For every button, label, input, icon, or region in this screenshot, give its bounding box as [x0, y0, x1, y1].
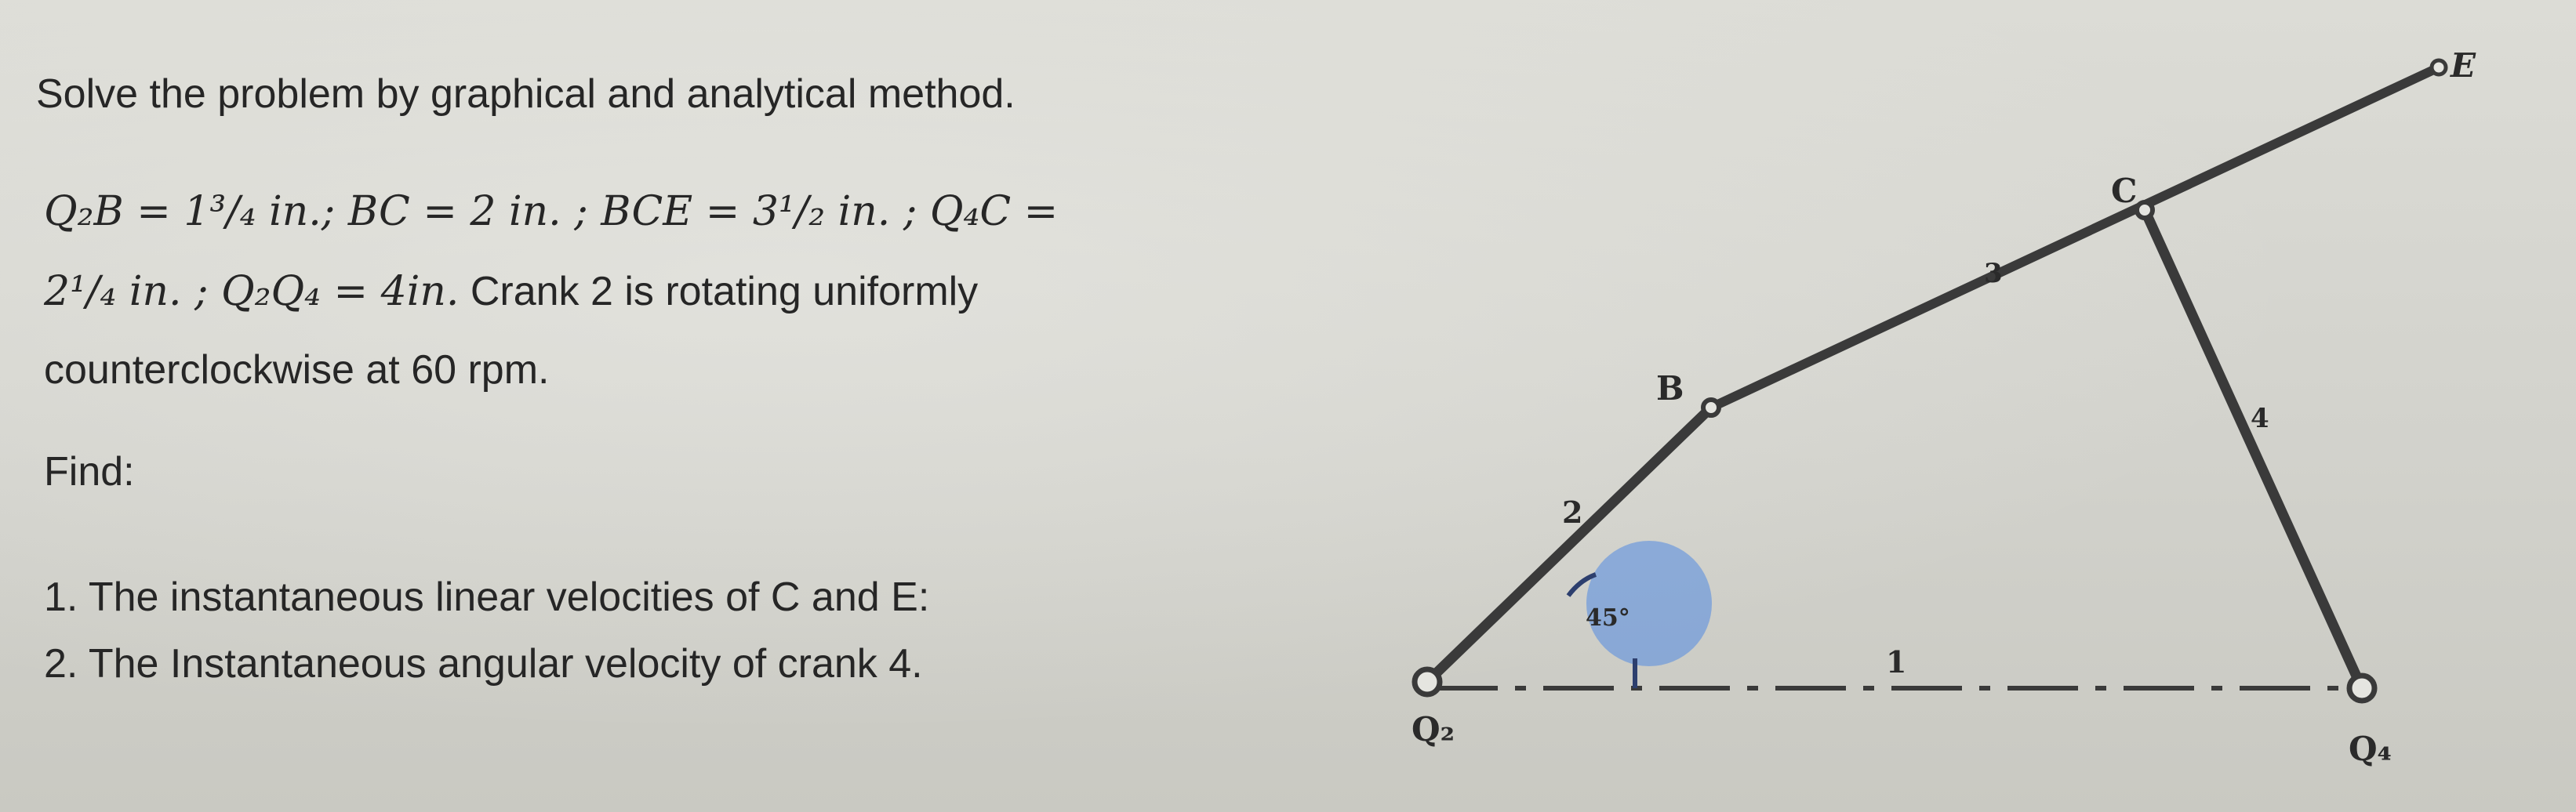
given-line-3: counterclockwise at 60 rpm.	[44, 347, 550, 393]
find-item-1: 1. The instantaneous linear velocities of C and E:	[44, 575, 930, 620]
given-line-2	[44, 266, 978, 317]
joint-q2	[1415, 669, 1440, 694]
given-line-2-text: Crank 2 is rotating uniformly	[459, 269, 979, 314]
link-4-rocker	[2145, 210, 2362, 688]
label-q2: Q₂	[1412, 710, 1455, 749]
label-angle: 45°	[1586, 604, 1630, 632]
label-b: B	[1656, 369, 1684, 408]
label-link-4: 4	[2251, 403, 2269, 434]
mechanism-svg	[1333, 31, 2556, 807]
find-item-2: 2. The Instantaneous angular velocity of crank 4.	[44, 641, 923, 687]
joint-q4	[2349, 676, 2374, 701]
given-line-1: Q₂B = 1³/₄ in.; BC = 2 in. ; BCE = 3¹/₂ in. ; Q₄C =	[44, 188, 1059, 235]
given-line-2-math: 2¹/₄ in. ; Q₂Q₄ = 4in.	[44, 268, 460, 315]
label-e: E	[2451, 46, 2476, 85]
find-label: Find:	[44, 449, 135, 495]
label-q4: Q₄	[2349, 730, 2392, 768]
mechanism-diagram	[1333, 31, 2556, 807]
label-c: C	[2111, 172, 2138, 210]
joint-e	[2432, 60, 2446, 74]
label-link-2: 2	[1562, 495, 1583, 530]
joint-b	[1703, 400, 1719, 415]
label-link-3: 3	[1984, 258, 2003, 289]
joint-c	[2137, 202, 2153, 218]
angle-highlight-circle	[1586, 541, 1712, 666]
label-link-1: 1	[1886, 644, 1907, 680]
link-3-coupler	[1711, 67, 2439, 408]
instruction-text: Solve the problem by graphical and analytical method.	[36, 71, 1016, 117]
